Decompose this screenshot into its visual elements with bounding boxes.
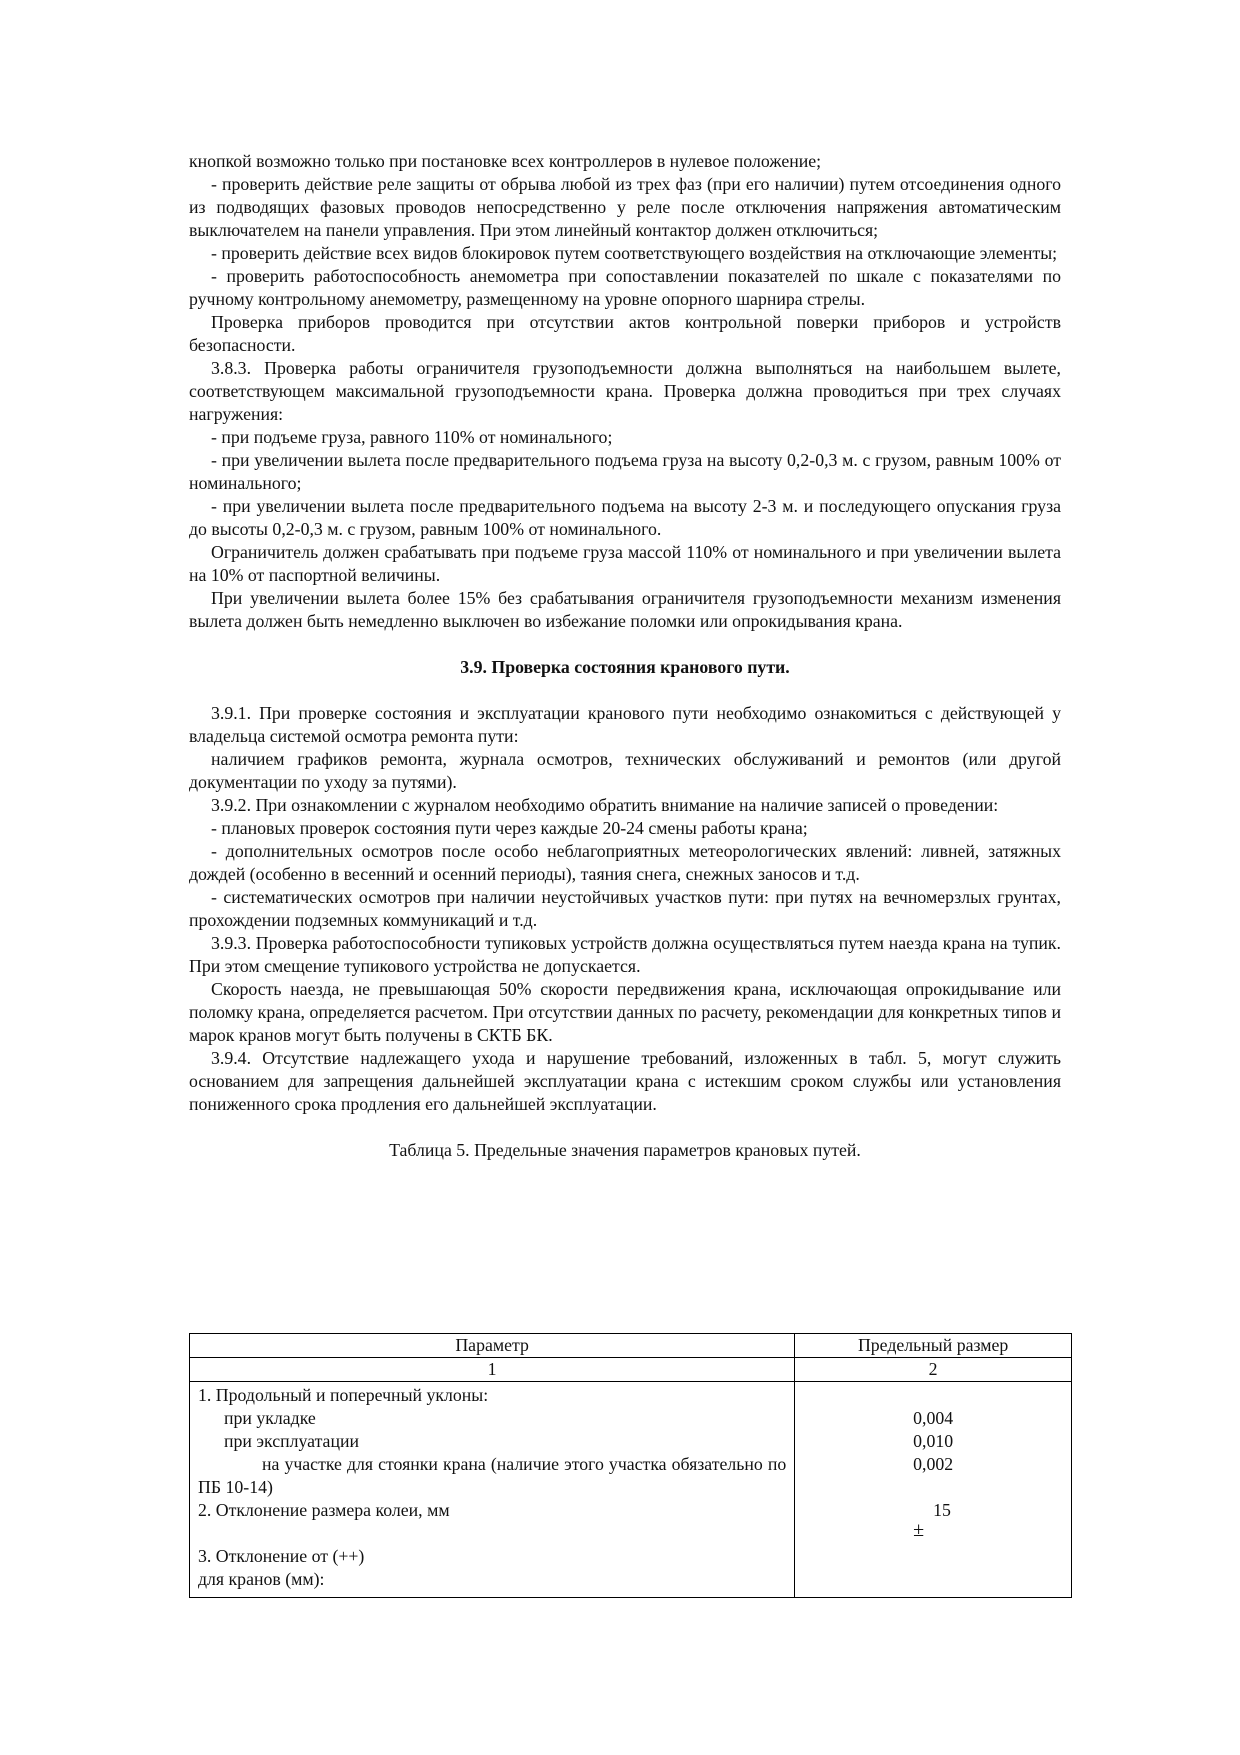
item1-c-value: 0,002 xyxy=(913,1454,954,1474)
header-num-2: 2 xyxy=(795,1358,1072,1382)
paragraph: - при увеличении вылета после предварительного подъема груза на высоту 0,2-0,3 м. с грузом, равным 100% от номинального; xyxy=(189,450,1061,493)
table-number-row xyxy=(190,1358,1072,1382)
paragraph: 3.9.2. При ознакомлении с журналом необходимо обратить внимание на наличие записей о проведении: xyxy=(211,795,999,815)
item2-value xyxy=(913,1499,953,1545)
table-caption: Таблица 5. Предельные значения параметров крановых путей. xyxy=(389,1140,861,1160)
paragraph: Скорость наезда, не превышающая 50% скорости передвижения крана, исключающая опрокидывание или поломку крана, определяется расчетом. При отсутствии данных по расчету, рекомендации для конкретных типов и марок кранов могут быть получены в СКТБ БК. xyxy=(189,979,1061,1045)
section-heading: 3.9. Проверка состояния кранового пути. xyxy=(460,657,790,677)
paragraph: - при подъеме груза, равного 110% от номинального; xyxy=(211,427,613,447)
paragraph: При увеличении вылета более 15% без срабатывания ограничителя грузоподъемности механизм изменения вылета должен быть немедленно выключен во избежание поломки или опрокидывания крана. xyxy=(189,588,1061,631)
item1-b-value: 0,010 xyxy=(913,1431,954,1451)
item1-a: при укладке xyxy=(224,1408,316,1428)
paragraph: 3.9.4. Отсутствие надлежащего ухода и нарушение требований, изложенных в табл. 5, могут служить основанием для запрещения дальнейшей эксплуатации крана с истекшим сроком службы или установления пониженного срока продления его дальнейшей эксплуатации. xyxy=(189,1048,1061,1114)
paragraph: - дополнительных осмотров после особо неблагоприятных метеорологических явлений: ливней, затяжных дождей (особенно в весенний и осенний периоды), таяния снега, снежных заносов и т.д. xyxy=(189,841,1061,884)
paragraph: наличием графиков ремонта, журнала осмотров, технических обслуживаний и ремонтов (или другой документации по уходу за путями). xyxy=(189,749,1061,792)
table-cell-parameter xyxy=(190,1382,795,1598)
paragraph: 3.9.1. При проверке состояния и эксплуатации кранового пути необходимо ознакомиться с действующей у владельца системой осмотра ремонта пути: xyxy=(189,703,1061,746)
header-parameter: Параметр xyxy=(190,1334,795,1358)
header-limit: Предельный размер xyxy=(795,1334,1072,1358)
limits-table xyxy=(189,1333,1072,1598)
paragraph: - проверить действие всех видов блокировок путем соответствующего воздействия на отключающие элементы; xyxy=(211,243,1058,263)
document-body xyxy=(189,150,1061,1185)
item1-c: на участке для стоянки крана (наличие этого участка обязательно по ПБ 10-14) xyxy=(198,1454,787,1497)
paragraph: - проверить действие реле защиты от обрыва любой из трех фаз (при его наличии) путем отсоединения одного из подводящих фазовых проводов непосредственно у реле после отключения напряжения автоматическим выключателем на панели управления. При этом линейный контактор должен отключиться; xyxy=(189,174,1061,240)
paragraph-group-2 xyxy=(189,702,1061,1116)
item2-value-number: 15 xyxy=(933,1500,951,1520)
paragraph: - проверить работоспособность анемометра при сопоставлении показателей по шкале с показателями по ручному контрольному анемометру, размещенному на уровне опорного шарнира стрелы. xyxy=(189,266,1061,309)
item1-a-value: 0,004 xyxy=(913,1408,954,1428)
paragraph: Ограничитель должен срабатывать при подъеме груза массой 110% от номинального и при увеличении вылета на 10% от паспортной величины. xyxy=(189,542,1061,585)
table-cell-value xyxy=(795,1382,1072,1598)
table-header-row xyxy=(190,1334,1072,1358)
header-num-1: 1 xyxy=(190,1358,795,1382)
item1-title: 1. Продольный и поперечный уклоны: xyxy=(198,1385,489,1405)
item3-title: 3. Отклонение от (++) xyxy=(198,1546,365,1566)
plus-minus-icon: ± xyxy=(913,1519,925,1541)
paragraph: 3.9.3. Проверка работоспособности тупиковых устройств должна осуществляться путем наезда крана на тупик. При этом смещение тупикового устройства не допускается. xyxy=(189,933,1061,976)
item1-b: при эксплуатации xyxy=(224,1431,359,1451)
paragraph: кнопкой возможно только при постановке всех контроллеров в нулевое положение; xyxy=(189,151,822,171)
paragraph: Проверка приборов проводится при отсутствии актов контрольной поверки приборов и устройств безопасности. xyxy=(189,312,1061,355)
paragraph: - систематических осмотров при наличии неустойчивых участков пути: при путях на вечномерзлых грунтах, прохождении подземных коммуникаций и т.д. xyxy=(189,887,1061,930)
item2-title: 2. Отклонение размера колеи, мм xyxy=(198,1500,450,1520)
item3-sub: для кранов (мм): xyxy=(198,1569,325,1589)
paragraph: - плановых проверок состояния пути через каждые 20-24 смены работы крана; xyxy=(211,818,808,838)
paragraph: - при увеличении вылета после предварительного подъема на высоту 2-3 м. и последующего опускания груза до высоты 0,2-0,3 м. с грузом, равным 100% от номинального. xyxy=(189,496,1061,539)
paragraph-group-1 xyxy=(189,150,1061,633)
table-row xyxy=(190,1382,1072,1598)
paragraph: 3.8.3. Проверка работы ограничителя грузоподъемности должна выполняться на наибольшем вылете, соответствующем максимальной грузоподъемности крана. Проверка должна проводиться при трех случаях нагружения: xyxy=(189,358,1061,424)
